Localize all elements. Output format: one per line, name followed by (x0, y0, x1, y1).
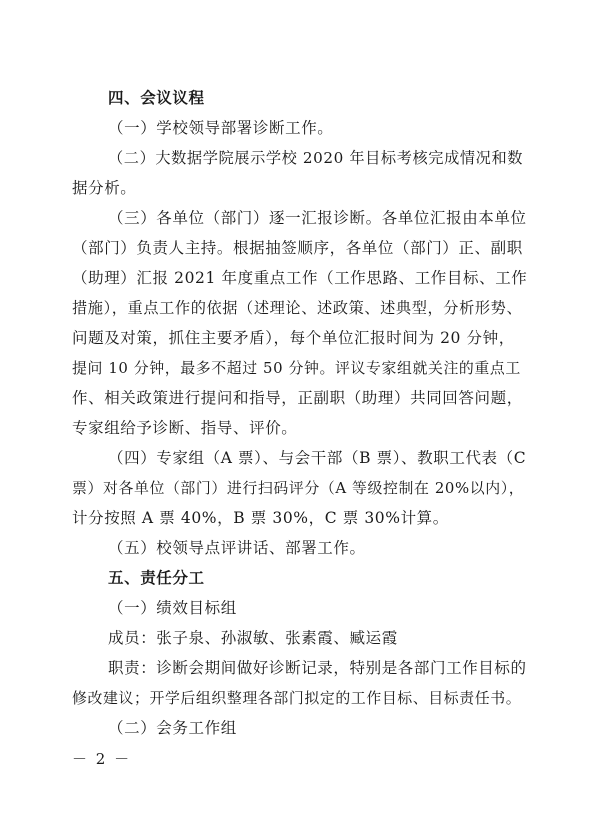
agenda-item-3-line-5: 问题及对策，抓住主要矛盾），每个单位汇报时间为 20 分钟， (72, 329, 515, 347)
group-2-title: （二）会务工作组 (108, 719, 237, 737)
agenda-item-3-line-7: 作、相关政策进行提问和指导，正副职（助理）共同回答问题， (72, 389, 523, 407)
agenda-item-2-line-2: 据分析。 (72, 179, 137, 197)
agenda-item-4-line-3: 计分按照 A 票 40%，B 票 30%，C 票 30%计算。 (72, 509, 449, 527)
agenda-item-4-line-2: 票）对各单位（部门）进行扫码评分（A 等级控制在 20%以内）， (72, 479, 525, 497)
agenda-item-3-line-6: 提问 10 分钟，最多不超过 50 分钟。评议专家组就关注的重点工 (72, 359, 521, 377)
agenda-item-3-line-4: 措施），重点工作的依据（述理论、述政策、述典型，分析形势、 (72, 299, 523, 317)
agenda-item-3-line-1: （三）各单位（部门）逐一汇报诊断。各单位汇报由本单位 (108, 209, 527, 227)
agenda-item-1: （一）学校领导部署诊断工作。 (108, 119, 334, 137)
agenda-item-5: （五）校领导点评讲话、部署工作。 (108, 539, 366, 557)
group-1-duty-line-1: 职责：诊断会期间做好诊断记录，特别是各部门工作目标的 (108, 659, 527, 677)
group-1-members: 成员：张子泉、孙淑敏、张素霞、臧运霞 (108, 629, 398, 647)
group-1-duty-line-2: 修改建议；开学后组织整理各部门拟定的工作目标、目标责任书。 (72, 689, 522, 707)
agenda-item-3-line-2: （部门）负责人主持。根据抽签顺序，各单位（部门）正、副职 (72, 239, 523, 257)
agenda-item-3-line-8: 专家组给予诊断、指导、评价。 (72, 419, 298, 437)
group-1-title: （一）绩效目标组 (108, 599, 237, 617)
section-heading-responsibilities: 五、责任分工 (108, 569, 205, 587)
page-number: － 2 － (72, 750, 132, 768)
agenda-item-3-line-3: （助理）汇报 2021 年度重点工作（工作思路、工作目标、工作 (72, 269, 528, 287)
section-heading-agenda: 四、会议议程 (108, 89, 205, 107)
agenda-item-4-line-1: （四）专家组（A 票）、与会干部（B 票）、教职工代表（C (108, 449, 527, 467)
agenda-item-2-line-1: （二）大数据学院展示学校 2020 年目标考核完成情况和数 (108, 149, 524, 167)
